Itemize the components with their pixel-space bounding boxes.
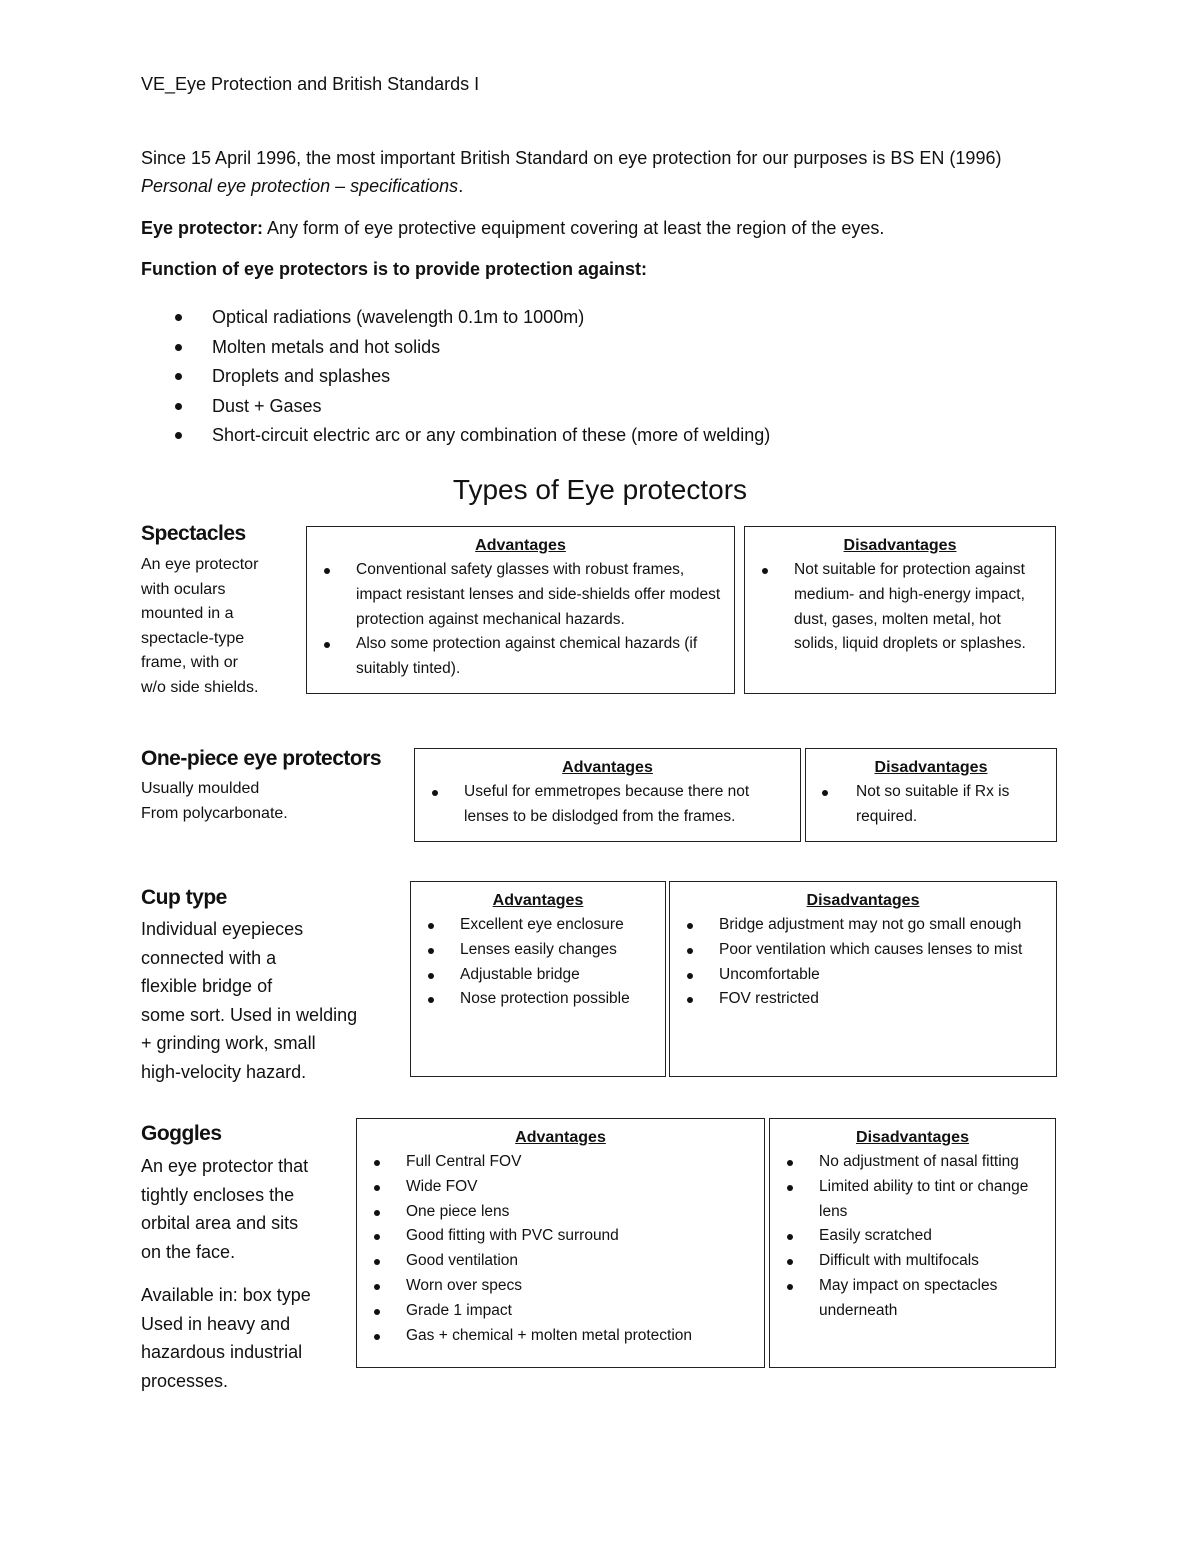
disadvantages-title: Disadvantages [843,537,957,554]
list-item: Not so suitable if Rx is required. [806,780,1056,830]
description-line: mounted in a [141,605,234,623]
spectacles-disadvantages-box [744,526,1056,694]
definition-text: Any form of eye protective equipment covering at least the region of the eyes. [263,218,885,238]
description-line: An eye protector [141,556,259,573]
advantages-list [357,1150,764,1348]
goggles-availability [141,1281,351,1395]
spectacles-heading: Spectacles [141,522,246,545]
document-header: VE_Eye Protection and British Standards I [141,74,480,94]
disadvantages-title: Disadvantages [806,892,920,909]
description-line: frame, with or [141,654,238,672]
list-item: Molten metals and hot solids [172,334,770,364]
intro-end: . [458,176,464,196]
disadvantages-list [745,558,1055,657]
advantages-list [415,780,800,830]
spectacles-advantages-box [306,526,735,694]
description-line: Available in: box type [141,1285,311,1305]
list-item: Not suitable for protection against medium- and high-energy impact, dust, gases, molten metal, hot solids, liquid droplets or splashes. [745,558,1055,657]
spectacles-description [141,553,301,701]
list-item: Bridge adjustment may not go small enough [670,913,1056,938]
definition-term: Eye protector: [141,218,264,238]
list-item: Full Central FOV [357,1150,764,1175]
cup-type-disadvantages-box [669,881,1057,1077]
description-line: some sort. Used in welding [141,1004,358,1025]
list-item: No adjustment of nasal fitting [770,1150,1055,1175]
list-item: Nose protection possible [411,987,665,1012]
description-line: + grinding work, small [141,1033,316,1053]
one-piece-description [141,777,391,826]
disadvantages-list [806,780,1056,830]
goggles-advantages-box [356,1118,765,1368]
disadvantages-title: Disadvantages [874,759,988,776]
description-line: on the face. [141,1241,236,1262]
advantages-title: Advantages [515,1129,606,1146]
advantages-list [411,913,665,1012]
list-item: Uncomfortable [670,963,1056,988]
description-line: processes. [141,1370,229,1391]
description-line: high-velocity hazard. [141,1061,307,1082]
advantages-title: Advantages [492,892,584,909]
description-line: flexible bridge of [141,976,273,996]
advantages-title: Advantages [475,537,566,554]
list-item: Good ventilation [357,1249,764,1274]
disadvantages-title: Disadvantages [856,1129,969,1146]
intro-text: Since 15 April 1996, the most important British Standard on eye protection for our purposes is BS EN (1996) [141,148,1002,168]
goggles-disadvantages-box [769,1118,1056,1368]
description-line: tightly encloses the [141,1184,295,1205]
intro-paragraph [141,144,1041,200]
goggles-heading: Goggles [141,1122,222,1145]
description-line: with oculars [141,580,226,598]
list-item: Easily scratched [770,1224,1055,1249]
list-item: Also some protection against chemical hazards (if suitably tinted). [307,632,734,682]
cup-type-heading: Cup type [141,886,227,909]
list-item: Grade 1 impact [357,1299,764,1324]
advantages-list [307,558,734,682]
cup-type-description [141,915,403,1086]
list-item: Adjustable bridge [411,963,665,988]
advantages-title: Advantages [562,759,653,776]
cup-type-advantages-box [410,881,666,1077]
function-list [172,304,770,452]
one-piece-disadvantages-box [805,748,1057,842]
list-item: Optical radiations (wavelength 0.1m to 1000m) [172,304,770,334]
description-line: Usually moulded [141,780,260,797]
list-item: May impact on spectacles underneath [770,1274,1055,1324]
one-piece-advantages-box [414,748,801,842]
eye-protector-definition [141,216,1061,240]
intro-standard-title: Personal eye protection – specifications [141,176,459,196]
list-item: Gas + chemical + molten metal protection [357,1324,764,1349]
description-line: Used in heavy and [141,1313,291,1334]
list-item: Lenses easily changes [411,938,665,963]
one-piece-heading: One-piece eye protectors [141,747,382,770]
list-item: Conventional safety glasses with robust frames, impact resistant lenses and side-shields offer modest protection against mechanical hazards. [307,558,734,632]
description-line: Individual eyepieces [141,919,304,939]
list-item: Limited ability to tint or change lens [770,1175,1055,1225]
description-line: spectacle-type [141,629,245,647]
list-item: Poor ventilation which causes lenses to mist [670,938,1056,963]
description-line: w/o side shields. [141,678,259,696]
description-line: connected with a [141,947,277,968]
list-item: One piece lens [357,1200,764,1225]
description-line: An eye protector that [141,1156,309,1176]
list-item: Worn over specs [357,1274,764,1299]
list-item: FOV restricted [670,987,1056,1012]
description-line: hazardous industrial [141,1342,303,1362]
list-item: Excellent eye enclosure [411,913,665,938]
list-item: Dust + Gases [172,393,770,423]
disadvantages-list [670,913,1056,1012]
list-item: Useful for emmetropes because there not lenses to be dislodged from the frames. [415,780,800,830]
list-item: Good fitting with PVC surround [357,1224,764,1249]
section-title: Types of Eye protectors [452,474,748,505]
goggles-description [141,1152,351,1266]
description-line: orbital area and sits [141,1213,299,1233]
list-item: Wide FOV [357,1175,764,1200]
function-title: Function of eye protectors is to provide protection against: [141,259,648,279]
list-item: Droplets and splashes [172,363,770,393]
list-item: Short-circuit electric arc or any combination of these (more of welding) [172,422,770,452]
list-item: Difficult with multifocals [770,1249,1055,1274]
description-line: From polycarbonate. [141,804,288,822]
disadvantages-list [770,1150,1055,1324]
